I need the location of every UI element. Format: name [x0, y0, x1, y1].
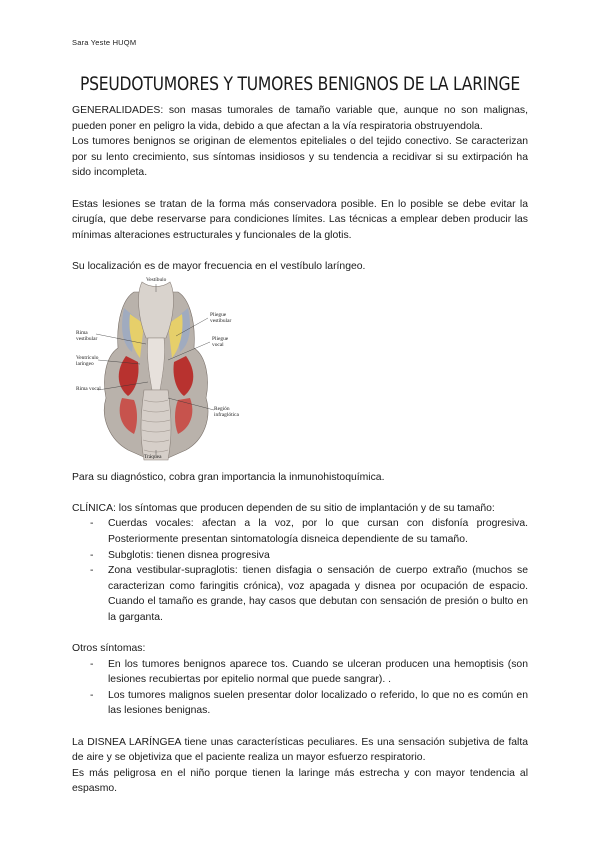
list-item: - Subglotis: tienen disnea progresiva	[72, 548, 528, 564]
label-ventriculo-laringeo: Ventrículo laríngeo	[76, 354, 99, 367]
label-traquea: Tráquea	[144, 453, 162, 460]
localizacion-paragraph: Su localización es de mayor frecuencia en el vestíbulo laríngeo.	[72, 260, 366, 272]
tumores-benignos-paragraph: Los tumores benignos se originan de elementos epiteliales o del tejido conectivo. Se caracterizan por su lento crecimiento, sus síntomas insidiosos y su tendencia a recidivar si su extirpación ha sido incompleta.	[72, 136, 528, 179]
label-pliegue-vestibular: Pliegue vestibular	[210, 311, 232, 324]
author-header: Sara Yeste HUQM	[72, 38, 137, 47]
list-item: - Cuerdas vocales: afectan a la voz, por lo que cursan con disfonía progresiva. Posteriormente presentan sintomatología disneica dependiente de su tamaño.	[72, 516, 528, 547]
larynx-illustration	[76, 278, 238, 466]
list-item: - En los tumores benignos aparece tos. Cuando se ulceran producen una hemoptisis (son lesiones recubiertas por epitelio normal que puede sangrar). .	[72, 657, 528, 688]
list-item: - Zona vestibular-supraglotis: tienen disfagia o sensación de cuerpo extraño (muchos se caracterizan como faringitis crónica), voz apagada y disnea por ocupación de espacio. Cuando el tamaño es grande, hay casos que debutan con sensación de presión o bulto en la garganta.	[72, 563, 528, 625]
clinica-intro: CLÍNICA: los síntomas que producen dependen de su sitio de implantación y de su tamaño:	[72, 502, 495, 514]
label-rima-vocal: Rima vocal	[76, 385, 101, 392]
disnea-laringea-paragraph: La DISNEA LARÍNGEA tiene unas características peculiares. Es una sensación subjetiva de falta de aire y se objetiviza que el paciente realiza un mayor esfuerzo respiratorio.	[72, 736, 528, 764]
tratamiento-paragraph: Estas lesiones se tratan de la forma más conservadora posible. En lo posible se debe evitar la cirugía, que debe reservarse para condiciones límites. Las técnicas a emplear deben producir las mínimas alteraciones estructurales y funcionales de la glotis.	[72, 198, 528, 241]
label-region-infraglotica: Región infraglótica	[214, 405, 239, 418]
label-vestibulo: Vestíbulo	[146, 276, 167, 283]
larynx-anatomy-figure	[76, 278, 238, 466]
label-rima-vestibular: Rima vestibular	[76, 329, 98, 342]
diagnostico-paragraph: Para su diagnóstico, cobra gran importancia la inmunohistoquímica.	[72, 471, 385, 483]
generalidades-paragraph: GENERALIDADES: son masas tumorales de tamaño variable que, aunque no son malignas, pueden poner en peligro la vida, debido a que afectan a la vía respiratoria obstruyendola.	[72, 105, 528, 132]
label-pliegue-vocal: Pliegue vocal	[212, 335, 229, 348]
list-item: - Los tumores malignos suelen presentar dolor localizado o referido, lo que no es común en las lesiones benignas.	[72, 688, 528, 719]
document-body	[72, 103, 528, 797]
page-title: PSEUDOTUMORES Y TUMORES BENIGNOS DE LA LARINGE	[80, 73, 520, 95]
otros-sintomas-list	[72, 657, 528, 719]
otros-sintomas-heading: Otros síntomas:	[72, 643, 146, 655]
clinica-list	[72, 516, 528, 625]
disnea-nino-paragraph: Es más peligrosa en el niño porque tienen la laringe más estrecha y con mayor tendencia al espasmo.	[72, 767, 528, 795]
